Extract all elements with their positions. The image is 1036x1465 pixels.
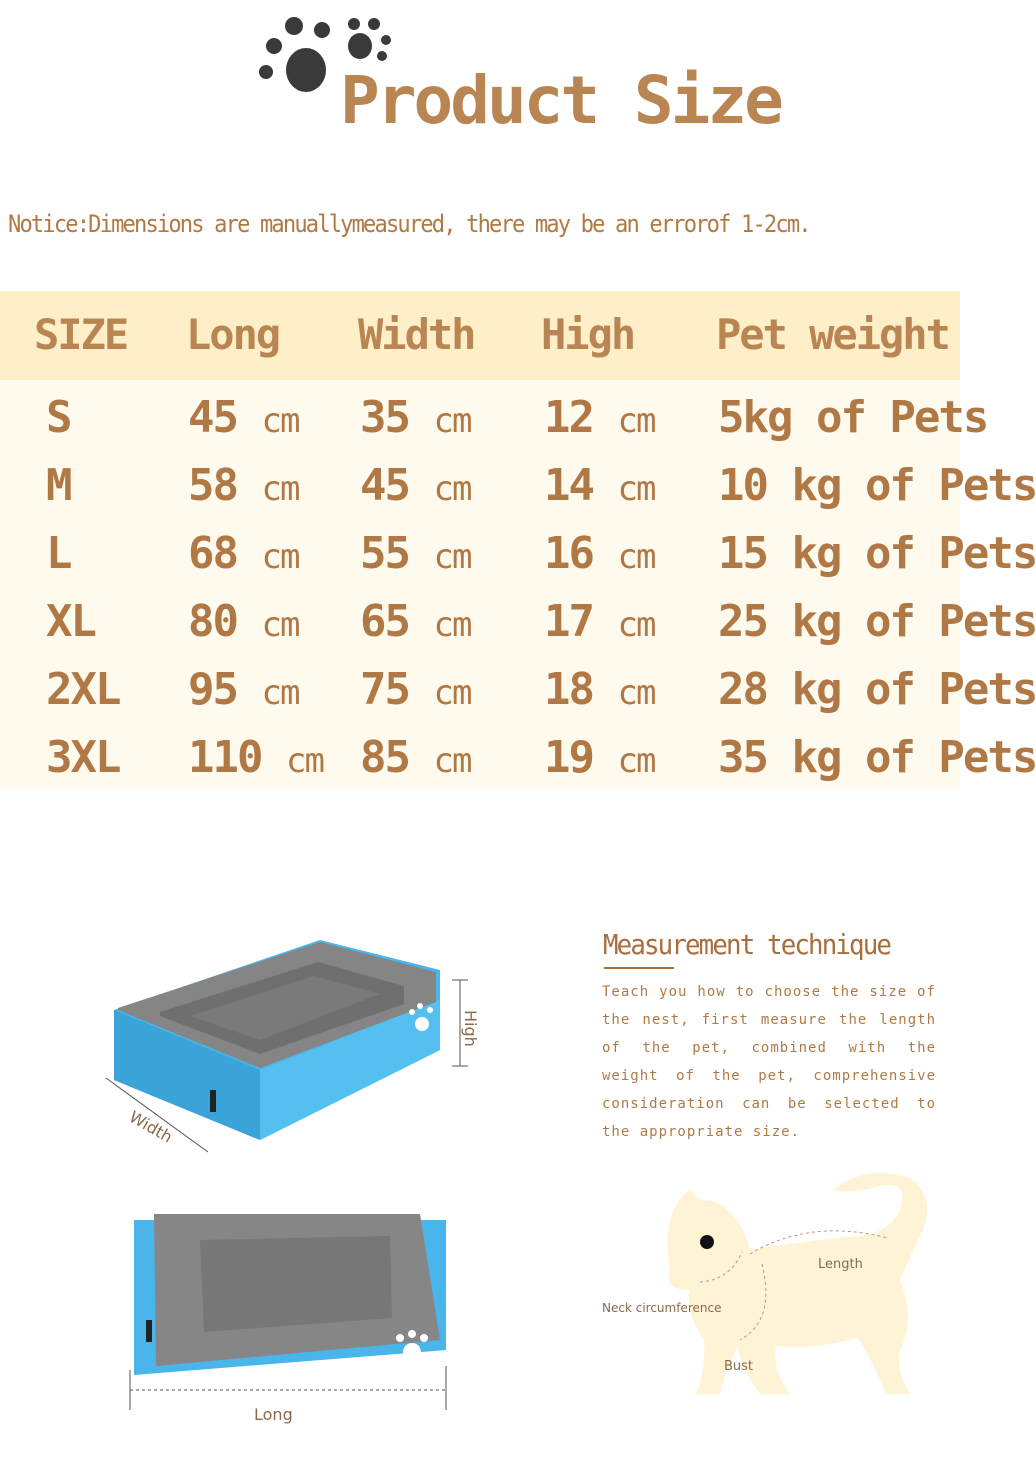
cell-width-value: 35 [360, 392, 409, 443]
cell-width [360, 392, 470, 443]
unit-label: cm [285, 741, 323, 781]
cell-high-value: 18 [544, 664, 593, 715]
unit-label: cm [617, 605, 655, 645]
cell-pet-weight-value: 28 kg of Pets [718, 664, 1036, 715]
cell-pet-weight [718, 596, 1036, 647]
unit-label: cm [433, 605, 471, 645]
cell-pet-weight-value: 10 kg of Pets [718, 460, 1036, 511]
cell-long [188, 732, 323, 783]
cell-width [360, 528, 470, 579]
cell-long-value: 110 [188, 732, 262, 783]
cell-width-value: 75 [360, 664, 409, 715]
unit-label: cm [261, 537, 299, 577]
cell-long [188, 392, 298, 443]
bed-label-tag-2 [146, 1320, 152, 1342]
column-header-width: Width [358, 310, 475, 359]
unit-label: cm [433, 401, 471, 441]
title-underline [604, 967, 674, 969]
cell-high-value: 14 [544, 460, 593, 511]
cell-size [46, 528, 71, 579]
cell-high [544, 664, 654, 715]
cell-high-value: 16 [544, 528, 593, 579]
unit-label: cm [261, 401, 299, 441]
pet-bed-side-view-image [100, 930, 490, 1160]
unit-label: cm [433, 469, 471, 509]
cell-size [46, 392, 71, 443]
cell-size-value: S [46, 392, 71, 443]
page-title: Product Size [340, 62, 781, 139]
cell-pet-weight [718, 664, 1036, 715]
cell-high [544, 528, 654, 579]
cell-size [46, 596, 95, 647]
cell-pet-weight-value: 25 kg of Pets [718, 596, 1036, 647]
unit-label: cm [433, 741, 471, 781]
column-header-long: Long [186, 310, 280, 359]
unit-label: cm [617, 741, 655, 781]
cell-pet-weight-value: 35 kg of Pets [718, 732, 1036, 783]
cell-size-value: L [46, 528, 71, 579]
unit-label: cm [261, 605, 299, 645]
unit-label: cm [617, 673, 655, 713]
cell-long [188, 460, 298, 511]
cell-width [360, 732, 470, 783]
bed-label-tag [210, 1090, 216, 1112]
cell-size-value: XL [46, 596, 95, 647]
long-dimension-label: Long [254, 1405, 293, 1424]
cell-long-value: 45 [188, 392, 237, 443]
unit-label: cm [261, 469, 299, 509]
column-header-high: High [541, 310, 635, 359]
cell-size [46, 732, 119, 783]
cell-size [46, 664, 119, 715]
cell-pet-weight [718, 392, 987, 443]
cell-high [544, 596, 654, 647]
cell-pet-weight [718, 460, 1036, 511]
cell-width-value: 55 [360, 528, 409, 579]
cell-width [360, 664, 470, 715]
cell-pet-weight [718, 732, 1036, 783]
unit-label: cm [433, 673, 471, 713]
unit-label: cm [261, 673, 299, 713]
cell-high [544, 392, 654, 443]
cell-width-value: 85 [360, 732, 409, 783]
cell-high [544, 732, 654, 783]
cell-high-value: 17 [544, 596, 593, 647]
cell-pet-weight-value: 15 kg of Pets [718, 528, 1036, 579]
unit-label: cm [617, 401, 655, 441]
unit-label: cm [617, 537, 655, 577]
cell-long-value: 95 [188, 664, 237, 715]
neck-circumference-label: Neck circumference [602, 1301, 722, 1315]
cell-pet-weight-value: 5kg of Pets [718, 392, 988, 443]
cell-width [360, 596, 470, 647]
cell-size-value: 3XL [46, 732, 120, 783]
cell-width [360, 460, 470, 511]
cell-long [188, 528, 298, 579]
cell-high-value: 19 [544, 732, 593, 783]
cell-long-value: 80 [188, 596, 237, 647]
pet-bed-top-view-image [120, 1200, 460, 1430]
measurement-technique-text: Teach you how to choose the size of the nest, first measure the length of the pet, combined with the weight of the pet, comprehensive consideration can be selected to the appropriate size. [602, 984, 936, 1140]
cell-long [188, 664, 298, 715]
cell-size [46, 460, 71, 511]
cell-long-value: 68 [188, 528, 237, 579]
column-header-pet-weight: Pet weight [716, 310, 949, 359]
cell-long [188, 596, 298, 647]
cell-high [544, 460, 654, 511]
cell-width-value: 65 [360, 596, 409, 647]
width-dimension-label: Width [126, 1107, 176, 1147]
cell-size-value: M [46, 460, 71, 511]
cell-width-value: 45 [360, 460, 409, 511]
cell-high-value: 12 [544, 392, 593, 443]
unit-label: cm [617, 469, 655, 509]
length-label: Length [818, 1257, 863, 1272]
measurement-technique-title: Measurement technique [603, 928, 891, 961]
unit-label: cm [433, 537, 471, 577]
high-dimension-label: High [461, 1010, 480, 1047]
cat-measurement-diagram [600, 1170, 940, 1410]
measurement-notice: Notice:Dimensions are manuallymeasured, there may be an errorof 1-2cm. [8, 210, 810, 238]
cell-size-value: 2XL [46, 664, 120, 715]
bust-label: Bust [724, 1359, 754, 1374]
column-header-size: SIZE [34, 310, 128, 359]
cell-long-value: 58 [188, 460, 237, 511]
cell-pet-weight [718, 528, 1036, 579]
